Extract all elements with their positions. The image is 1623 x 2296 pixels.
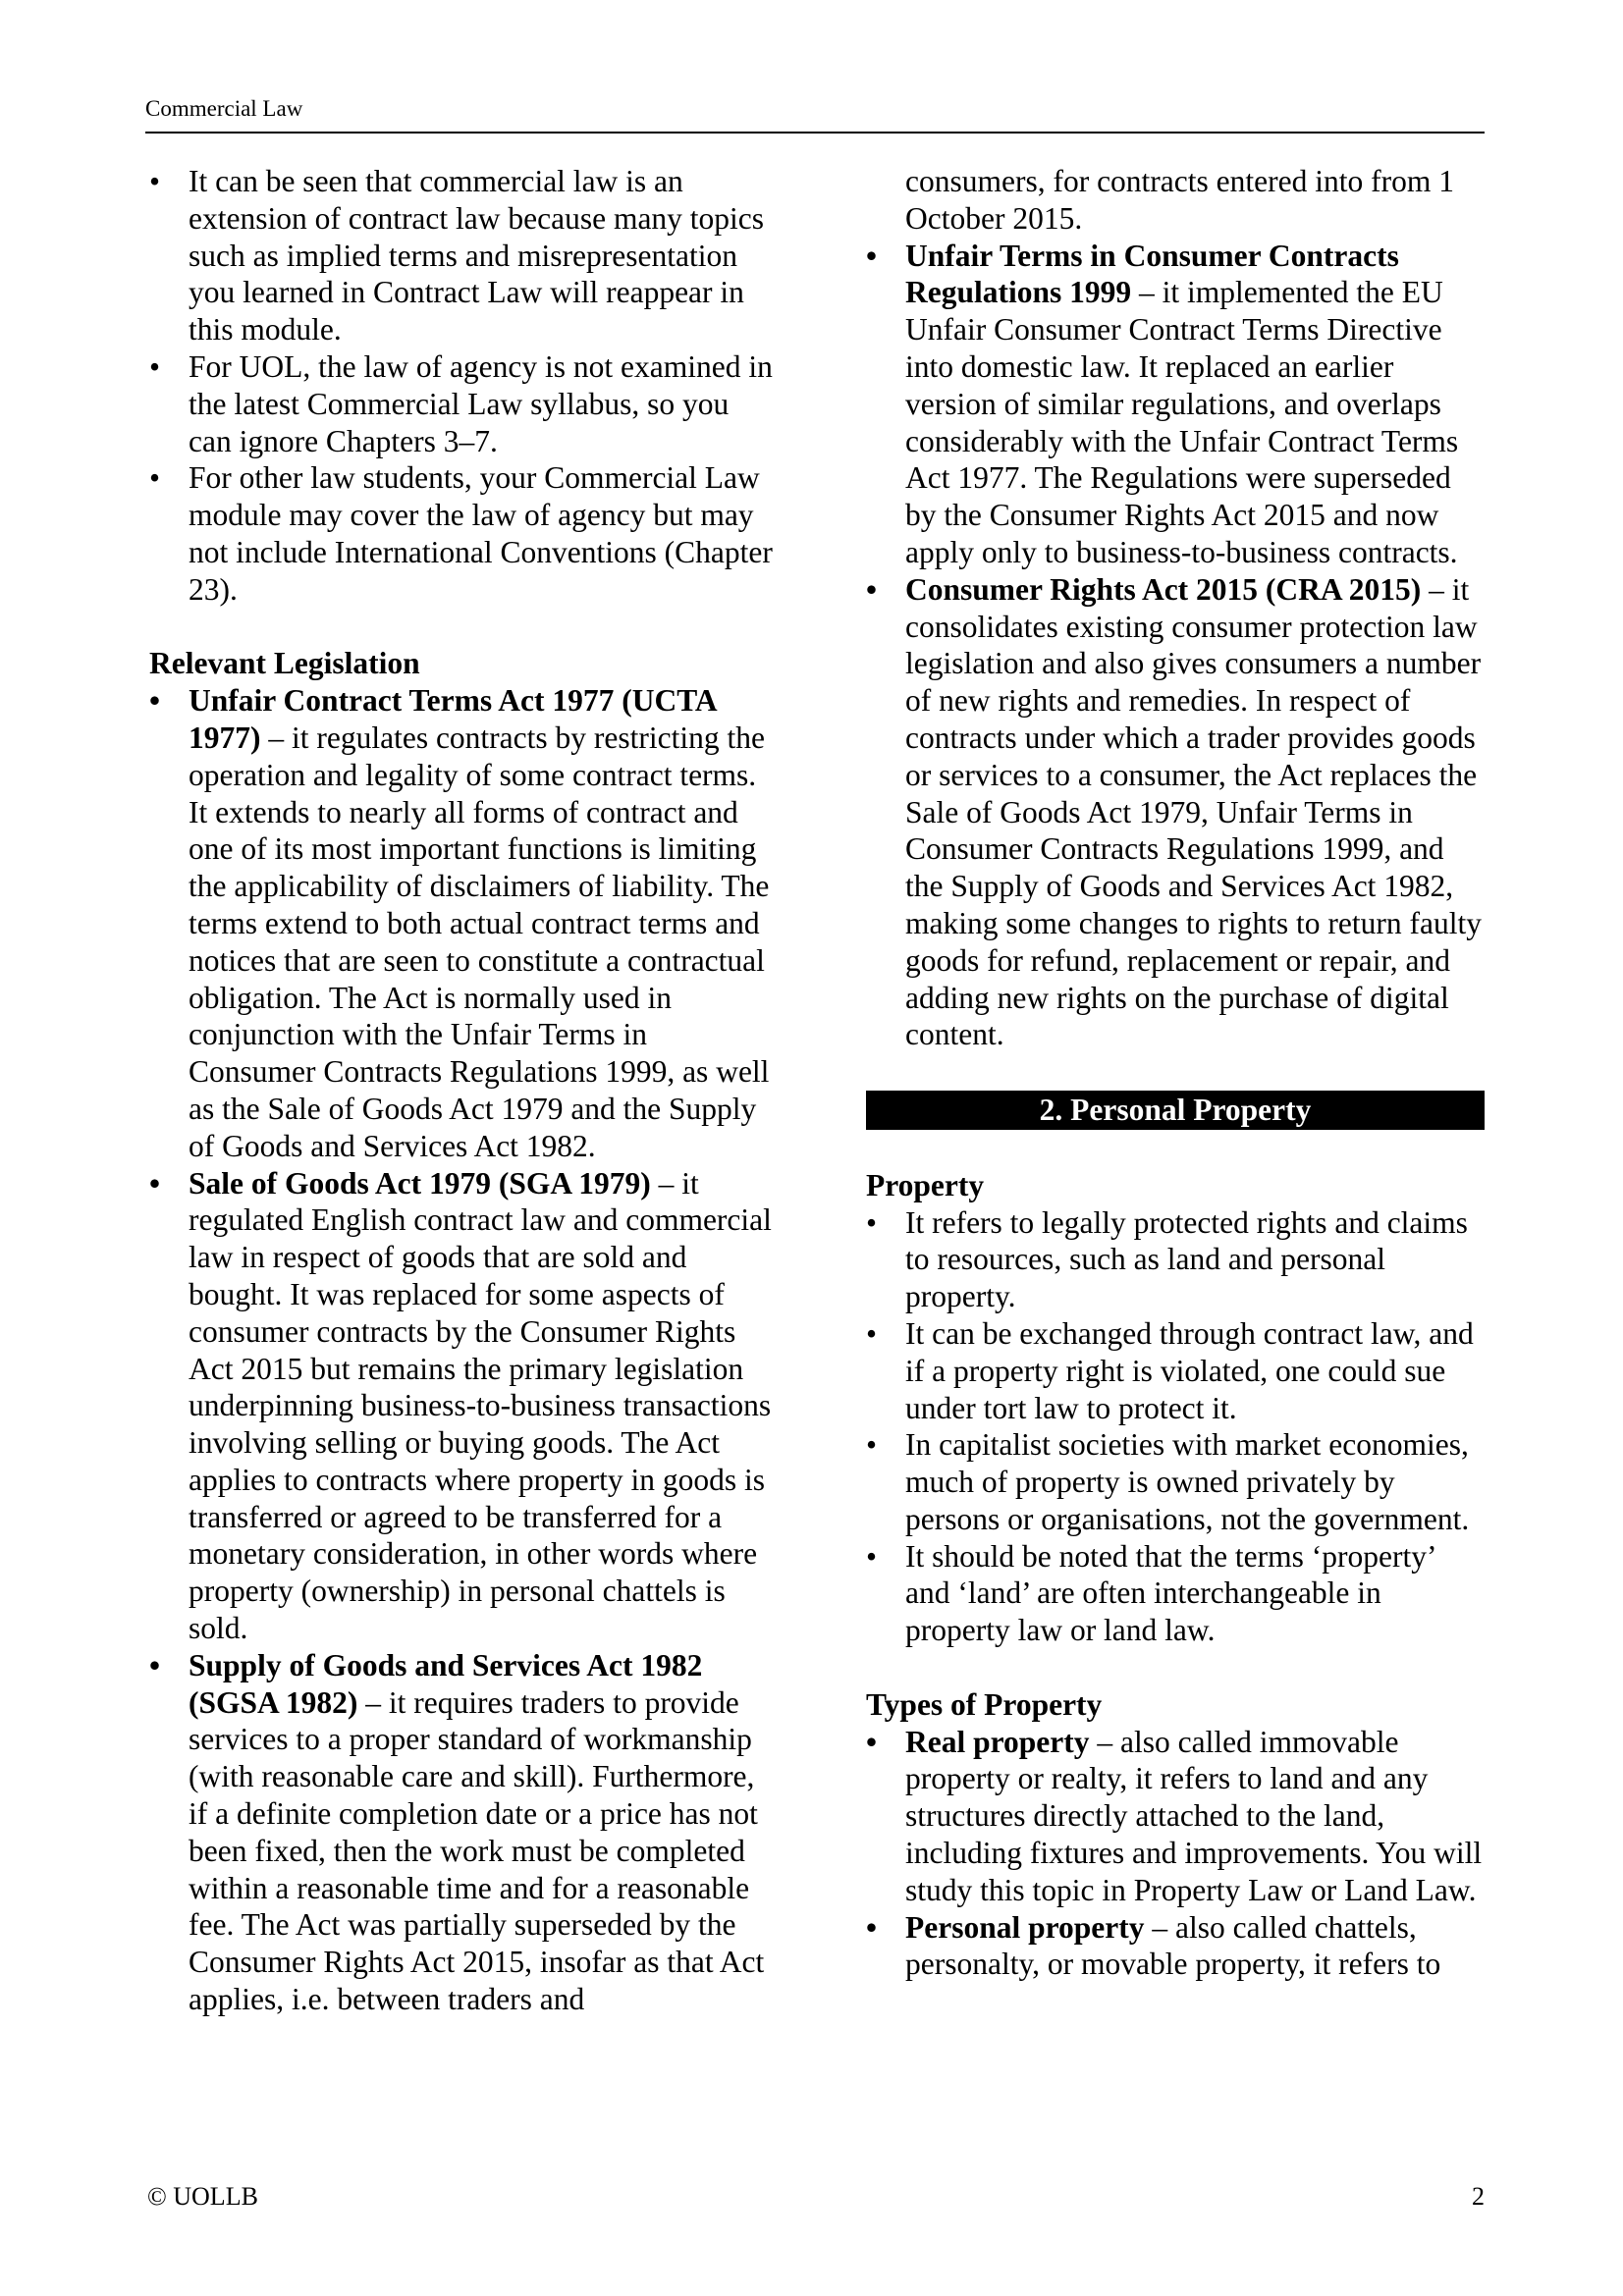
section-banner: 2. Personal Property [866, 1091, 1485, 1130]
property-bullet: • It should be noted that the terms ‘property’ and ‘land’ are often interchangeable in property law or land law. [866, 1538, 1485, 1649]
legislation-text: – it implemented the EU Unfair Consumer Contract Terms Directive into domestic law. It replaced an earlier version of similar regulations, and overlaps considerably with the Unfair Contract Terms Act 1977. The Regulations were superseded by the Consumer Rights Act 2015 and now apply only to business-to-business contracts. [905, 275, 1459, 569]
continuation-text: consumers, for contracts entered into from 1 October 2015. [905, 164, 1454, 236]
property-bullet: • It can be exchanged through contract law, and if a property right is violated, one could sue under tort law to protect it. [866, 1315, 1485, 1426]
legislation-title: Consumer Rights Act 2015 (CRA 2015) [905, 571, 1422, 607]
page-number: 2 [1472, 2182, 1485, 2211]
legislation-title: Unfair Terms in Consumer Contracts Regulations 1999 [905, 238, 1399, 310]
legislation-title: Sale of Goods Act 1979 (SGA 1979) [189, 1165, 651, 1201]
legislation-text: – it regulates contracts by restricting the operation and legality of some contract terms. It extends to nearly all forms of contract and one of its most important functions is limiting the applicability of disclaimers of liability. The terms extend to both actual contract terms and notices that are seen to constitute a contractual obligation. The Act is normally used in conjunction with the Unfair Terms in Consumer Contracts Regulations 1999, as well as the Sale of Goods Act 1979 and the Supply of Goods and Services Act 1982. [189, 720, 770, 1163]
legislation-item [149, 1165, 778, 1647]
property-type-title: Personal property [905, 1909, 1145, 1945]
intro-bullet: • For other law students, your Commercial Law module may cover the law of agency but may not include International Conventions (Chapter 23). [149, 459, 778, 608]
property-type-item [866, 1724, 1485, 1909]
legislation-item [149, 1647, 778, 2018]
running-header: Commercial Law [145, 96, 303, 121]
property-type-text: – also called chattels, personalty, or movable property, it refers to [905, 1909, 1441, 1982]
legislation-heading: Relevant Legislation [149, 646, 420, 681]
intro-bullet: • For UOL, the law of agency is not examined in the latest Commercial Law syllabus, so you can ignore Chapters 3–7. [149, 348, 778, 459]
header-rule [145, 132, 1485, 133]
legislation-text: – it regulated English contract law and commercial law in respect of goods that are sold and bought. It was replaced for some aspects of consumer contracts by the Consumer Rights Act 2015 but remains the primary legislation underpinning business-to-business transactions involving selling or buying goods. The Act applies to contracts where property in goods is transferred or agreed to be transferred for a monetary consideration, in other words where property (ownership) in personal chattels is sold. [189, 1165, 772, 1646]
legislation-item [866, 571, 1485, 1053]
legislation-title: Unfair Contract Terms Act 1977 (UCTA 1977) [189, 683, 716, 755]
left-column [149, 163, 778, 2018]
legislation-item [149, 682, 778, 1164]
footer-copyright: © UOLLB [147, 2182, 258, 2211]
legislation-text: – it requires traders to provide services to a proper standard of workmanship (with reasonable care and skill). Furthermore, if a definite completion date or a price has not been fixed, then the work must be completed within a reasonable time and for a reasonable fee. The Act was partially superseded by the Consumer Rights Act 2015, insofar as that Act applies, i.e. between traders and [189, 1684, 765, 2017]
legislation-title: Supply of Goods and Services Act 1982 (SGSA 1982) [189, 1647, 703, 1720]
legislation-item [866, 238, 1485, 571]
property-bullet: • In capitalist societies with market economies, much of property is owned privately by persons or organisations, not the government. [866, 1426, 1485, 1537]
legislation-text: – it consolidates existing consumer protection law legislation and also gives consumers a number of new rights and remedies. In respect of contracts under which a trader provides goods or services to a consumer, the Act replaces the Sale of Goods Act 1979, Unfair Terms in Consumer Contracts Regulations 1999, and the Supply of Goods and Services Act 1982, making some changes to rights to return faulty goods for refund, replacement or repair, and adding new rights on the purchase of digital content. [905, 571, 1482, 1052]
property-type-item [866, 1909, 1485, 1984]
property-type-text: – also called immovable property or realty, it refers to land and any structures directly attached to the land, including fixtures and improvements. You will study this topic in Property Law or Land Law. [905, 1724, 1483, 1907]
types-heading: Types of Property [866, 1686, 1103, 1722]
property-type-title: Real property [905, 1724, 1090, 1759]
property-heading: Property [866, 1167, 985, 1202]
property-bullet: • It refers to legally protected rights and claims to resources, such as land and personal property. [866, 1204, 1485, 1315]
intro-bullet: • It can be seen that commercial law is an extension of contract law because many topics such as implied terms and misrepresentation you learned in Contract Law will reappear in this module. [149, 163, 778, 348]
right-column [866, 163, 1485, 1983]
